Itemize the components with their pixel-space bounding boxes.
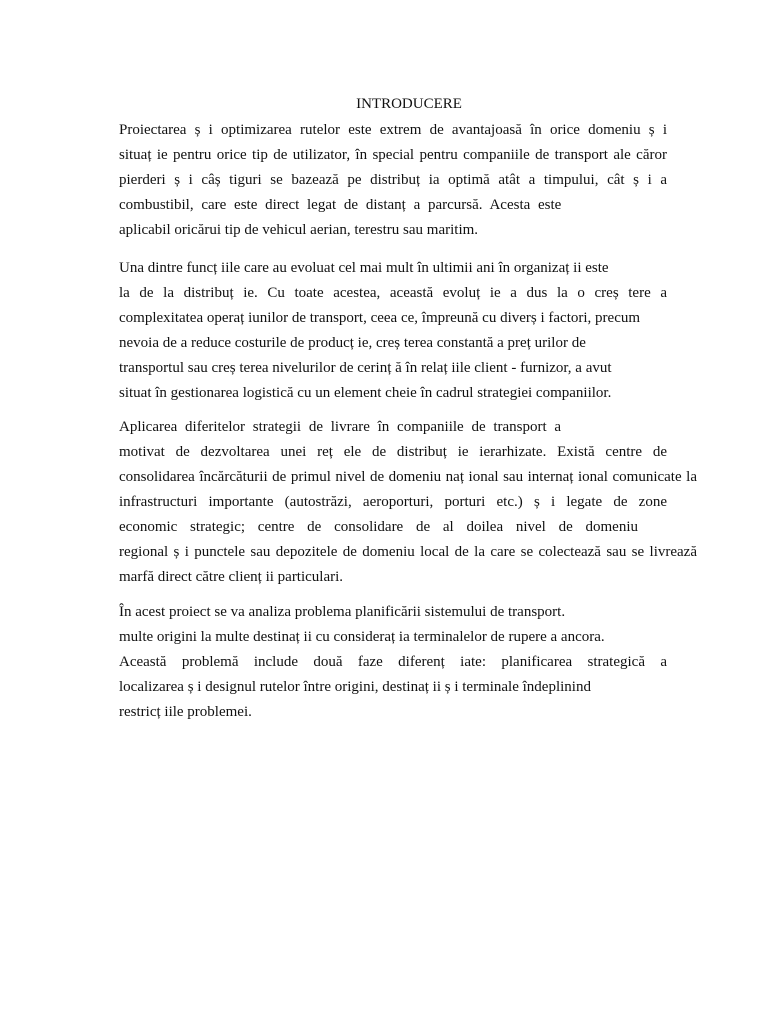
- text-line: nevoia de a reduce costurile de producț ie, creș terea constantă a preț urilor de: [119, 335, 586, 351]
- text-line: localizarea ș i designul rutelor între origini, destinaț ii ș i terminale îndeplinind: [119, 679, 591, 695]
- text-line: situaț ie pentru orice tip de utilizator, în special pentru companiile de transport ale căror: [119, 147, 667, 163]
- document-title: INTRODUCERE: [356, 96, 462, 112]
- text-line: marfă direct către clienț ii particulari.: [119, 569, 344, 585]
- text-line: consolidarea încărcăturii de primul nivel de domeniu naț ional sau internaț ional comunicate la: [119, 469, 697, 485]
- text-line: Aplicarea diferitelor strategii de livrare în companiile de transport a: [119, 419, 562, 435]
- paragraph-3: [119, 415, 697, 590]
- text-line: economic strategic; centre de consolidare de al doilea nivel de domeniu: [119, 519, 638, 535]
- paragraph-4: [119, 600, 667, 725]
- text-line: În acest proiect se va analiza problema planificării sistemului de transport.: [119, 604, 566, 620]
- text-line: regional ș i punctele sau depozitele de domeniu local de la care se colectează sau se livrează: [119, 544, 697, 560]
- text-line: situat în gestionarea logistică cu un element cheie în cadrul strategiei companiilor.: [119, 385, 612, 401]
- text-line: Proiectarea ș i optimizarea rutelor este extrem de avantajoasă în orice domeniu ș i: [119, 122, 667, 138]
- text-line: combustibil, care este direct legat de distanț a parcursă. Acesta este: [119, 197, 562, 213]
- text-line: Una dintre funcț iile care au evoluat cel mai mult în ultimii ani în organizaț ii este: [119, 260, 609, 276]
- text-line: Această problemă include două faze diferenț iate: planificarea strategică a: [119, 654, 667, 670]
- text-line: pierderi ș i câș tiguri se bazează pe distribuț ia optimă atât a timpului, cât ș i a: [119, 172, 667, 188]
- text-line: la de la distribuț ie. Cu toate acestea, această evoluț ie a dus la o creș tere a: [119, 285, 667, 301]
- text-line: infrastructuri importante (autostrăzi, aeroporturi, porturi etc.) ș i legate de zone: [119, 494, 667, 510]
- text-line: aplicabil oricărui tip de vehicul aerian, terestru sau maritim.: [119, 222, 479, 238]
- text-line: motivat de dezvoltarea unei reț ele de distribuț ie ierarhizate. Există centre de: [119, 444, 667, 460]
- paragraph-2: [119, 256, 667, 406]
- text-line: multe origini la multe destinaț ii cu consideraț ia terminalelor de rupere a ancora.: [119, 629, 605, 645]
- text-line: complexitatea operaț iunilor de transport, ceea ce, împreună cu diverș i factori, precum: [119, 310, 641, 326]
- text-line: restricț iile problemei.: [119, 704, 252, 720]
- paragraph-1: [119, 118, 667, 243]
- text-line: transportul sau creș terea nivelurilor de cerinț ă în relaț iile client - furnizor, a avut: [119, 360, 612, 376]
